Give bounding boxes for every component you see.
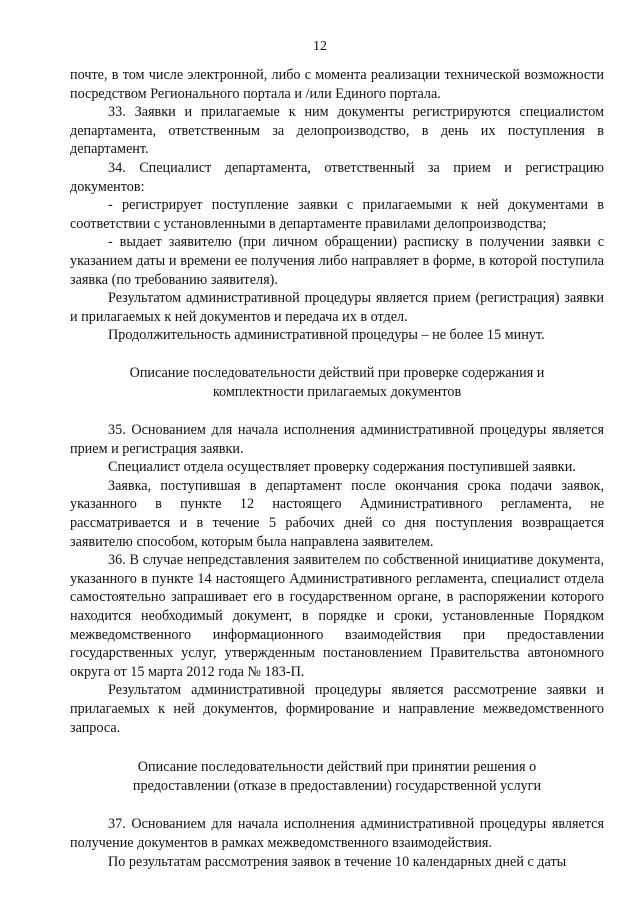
section-heading-line: комплектности прилагаемых документов [212, 383, 462, 400]
paragraph: 34. Специалист департамента, ответственный за прием и регистрацию документов: [70, 159, 604, 195]
section-heading [70, 758, 604, 795]
paragraph: 33. Заявки и прилагаемые к ним документы регистрируются специалистом департамента, ответственным за делопроизводство, в день их поступления в департамент. [70, 104, 604, 158]
paragraph: - регистрирует поступление заявки с прилагаемыми к ней документами в соответствии с установленными в департаменте правилами делопроизводства; [70, 197, 604, 232]
paragraph: Заявка, поступившая в департамент после окончания срока подачи заявок, указанного в пункте 12 настоящего Административного регламента, не рассматривается и в течение 5 рабочих дней со дня поступления возвращается заявителю способом, которым была направлена заявителем. [70, 477, 604, 550]
section-heading-line: предоставлении (отказе в предоставлении) государственной услуги [132, 777, 542, 794]
document-body [70, 66, 604, 871]
page-number: 12 [313, 39, 327, 54]
paragraph: Результатом административной процедуры является рассмотрение заявки и прилагаемых к ней документов, формирование и направление межведомственного запроса. [70, 682, 604, 736]
paragraph: Специалист отдела осуществляет проверку содержания поступившей заявки. [108, 459, 576, 476]
section-heading [70, 364, 604, 401]
paragraph: 37. Основанием для начала исполнения административной процедуры является получение документов в рамках межведомственного взаимодействия. [70, 816, 604, 851]
paragraph: - выдает заявителю (при личном обращении) расписку в получении заявки с указанием даты и времени ее получения либо направляет в форме, в которой поступила заявка (по требованию заявителя). [70, 234, 604, 288]
paragraph: почте, в том числе электронной, либо с момента реализации технической возможности посредством Регионального портала и /или Единого портала. [70, 67, 604, 102]
section-heading-line: Описание последовательности действий при принятии решения о [137, 759, 537, 776]
paragraph: 35. Основанием для начала исполнения административной процедуры является прием и регистрация заявки. [70, 422, 604, 457]
paragraph: Продолжительность административной процедуры – не более 15 минут. [108, 327, 545, 344]
paragraph: 36. В случае непредставления заявителем по собственной инициативе документа, указанного в пункте 14 настоящего Административного регламента, специалист отдела самостоятельно запрашивает его в государственном органе, в распоряжении которого находится необходимый документ, в порядке и сроки, установленные Порядком межведомственного информационного взаимодействия при предоставлении государственных услуг, утвержденным постановлением Правительства автономного округа от 15 марта 2012 года № 183-П. [70, 552, 604, 680]
paragraph: По результатам рассмотрения заявок в течение 10 календарных дней с даты [108, 853, 567, 870]
paragraph: Результатом административной процедуры является прием (регистрация) заявки и прилагаемых к ней документов и передача их в отдел. [70, 290, 604, 325]
section-heading-line: Описание последовательности действий при проверке содержания и [129, 364, 545, 381]
